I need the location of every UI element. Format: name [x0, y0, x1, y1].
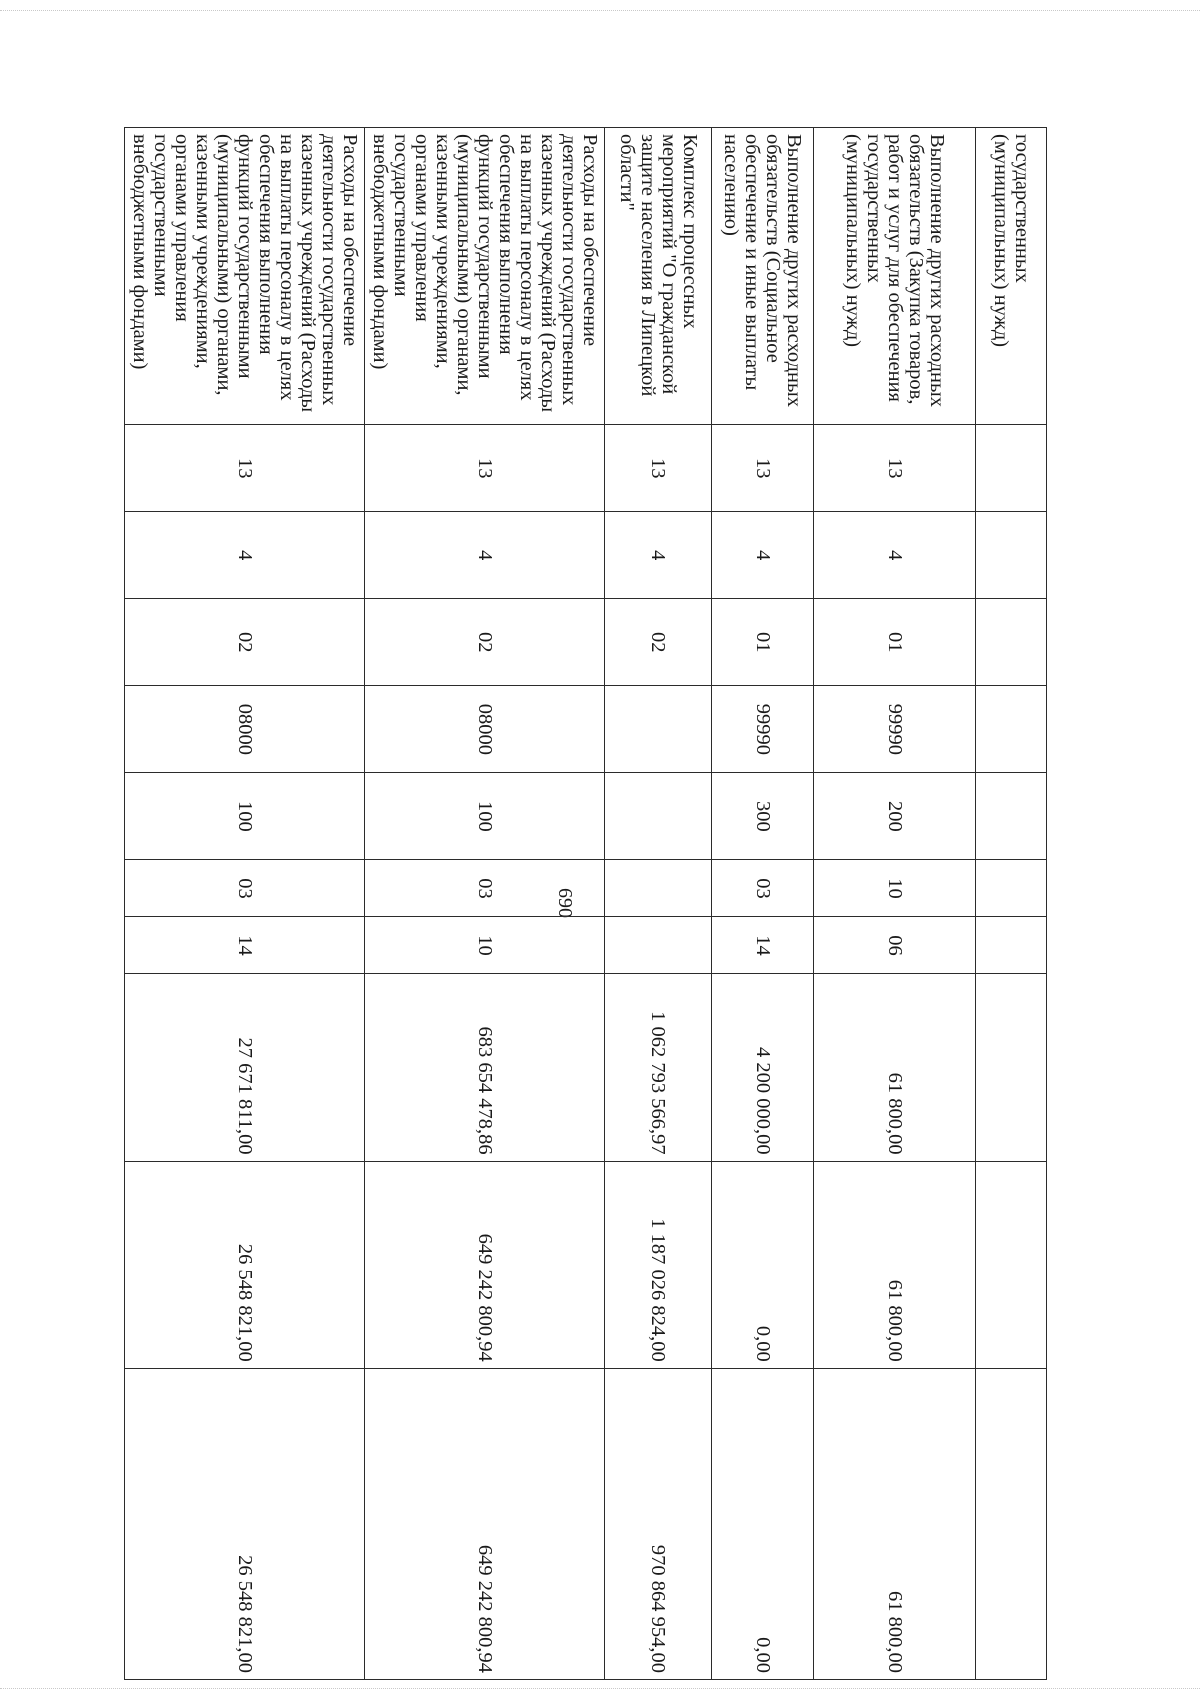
section-code: 03: [125, 860, 365, 917]
sum-year-1: [976, 974, 1047, 1161]
program-code: [976, 512, 1047, 599]
expense-type-code: 300: [712, 773, 814, 860]
subprogram-code: 02: [125, 599, 365, 686]
subprogram-code: 01: [712, 599, 814, 686]
subprogram-code: [976, 599, 1047, 686]
program-code: 4: [814, 512, 976, 599]
program-code: 4: [125, 512, 365, 599]
sum-year-3: 649 242 800,94: [365, 1368, 605, 1679]
scan-edge-bottom: [0, 1688, 1200, 1689]
table-row: [976, 128, 1047, 1680]
sum-year-1: 61 800,00: [814, 974, 976, 1161]
subprogram-code: 02: [365, 599, 605, 686]
expense-type-code: 100: [125, 773, 365, 860]
program-code: 4: [365, 512, 605, 599]
sum-year-3: 61 800,00: [814, 1368, 976, 1679]
row-name: Выполнение других расходных обязательств (Закупка товаров, работ и услуг для обеспечения государственных (муниципальных) нужд): [814, 128, 976, 425]
subsection-code: 14: [125, 917, 365, 974]
direction-code: 99990: [814, 686, 976, 773]
row-name: Выполнение других расходных обязательств (Социальное обеспечение и иные выплаты населению): [712, 128, 814, 425]
sum-year-3: 970 864 954,00: [605, 1368, 712, 1679]
budget-table: [124, 127, 1047, 1680]
chapter-code: 13: [605, 425, 712, 512]
section-code: [605, 860, 712, 917]
sum-year-1: 27 671 811,00: [125, 974, 365, 1161]
scan-edge-top: [0, 10, 1200, 11]
subsection-code: [605, 917, 712, 974]
subprogram-code: 02: [605, 599, 712, 686]
chapter-code: 13: [365, 425, 605, 512]
row-name: государственных (муниципальных) нужд): [976, 128, 1047, 425]
section-code: 03: [712, 860, 814, 917]
direction-code: [605, 686, 712, 773]
direction-code: [976, 686, 1047, 773]
sum-year-3: [976, 1368, 1047, 1679]
section-code: 10: [814, 860, 976, 917]
sum-year-2: [976, 1161, 1047, 1368]
direction-code: 99990: [712, 686, 814, 773]
sum-year-1: 1 062 793 566,97: [605, 974, 712, 1161]
sum-year-2: 1 187 026 824,00: [605, 1161, 712, 1368]
chapter-code: 13: [125, 425, 365, 512]
program-code: 4: [605, 512, 712, 599]
page-number: 690: [554, 888, 576, 918]
sum-year-1: 4 200 000,00: [712, 974, 814, 1161]
subprogram-code: 01: [814, 599, 976, 686]
table-row: [125, 128, 365, 1680]
expense-type-code: [605, 773, 712, 860]
rotated-page-content: [125, 127, 1047, 1680]
direction-code: 08000: [125, 686, 365, 773]
sum-year-2: 26 548 821,00: [125, 1161, 365, 1368]
sum-year-2: 649 242 800,94: [365, 1161, 605, 1368]
expense-type-code: [976, 773, 1047, 860]
table-row: [605, 128, 712, 1680]
chapter-code: 13: [712, 425, 814, 512]
row-name: Расходы на обеспечение деятельности государственных казенных учреждений (Расходы на выплаты персоналу в целях обеспечения выполнения функций государственными (муниципальными) органами, казенными учреждениями, органами управления государственными внебюджетными фондами): [125, 128, 365, 425]
program-code: 4: [712, 512, 814, 599]
expense-type-code: 100: [365, 773, 605, 860]
sum-year-3: 26 548 821,00: [125, 1368, 365, 1679]
sum-year-2: 0,00: [712, 1161, 814, 1368]
section-code: [976, 860, 1047, 917]
sum-year-3: 0,00: [712, 1368, 814, 1679]
expense-type-code: 200: [814, 773, 976, 860]
subsection-code: [976, 917, 1047, 974]
table-row: [365, 128, 605, 1680]
chapter-code: 13: [814, 425, 976, 512]
sum-year-2: 61 800,00: [814, 1161, 976, 1368]
subsection-code: 14: [712, 917, 814, 974]
table-row: [712, 128, 814, 1680]
section-code: 03: [365, 860, 605, 917]
subsection-code: 10: [365, 917, 605, 974]
row-name: Комплекс процессных мероприятий "О гражданской защите населения в Липецкой области": [605, 128, 712, 425]
subsection-code: 06: [814, 917, 976, 974]
row-name: Расходы на обеспечение деятельности государственных казенных учреждений (Расходы на выплаты персоналу в целях обеспечения выполнения функций государственными (муниципальными) органами, казенными учреждениями, органами управления государственными внебюджетными фондами): [365, 128, 605, 425]
chapter-code: [976, 425, 1047, 512]
sum-year-1: 683 654 478,86: [365, 974, 605, 1161]
direction-code: 08000: [365, 686, 605, 773]
table-row: [814, 128, 976, 1680]
